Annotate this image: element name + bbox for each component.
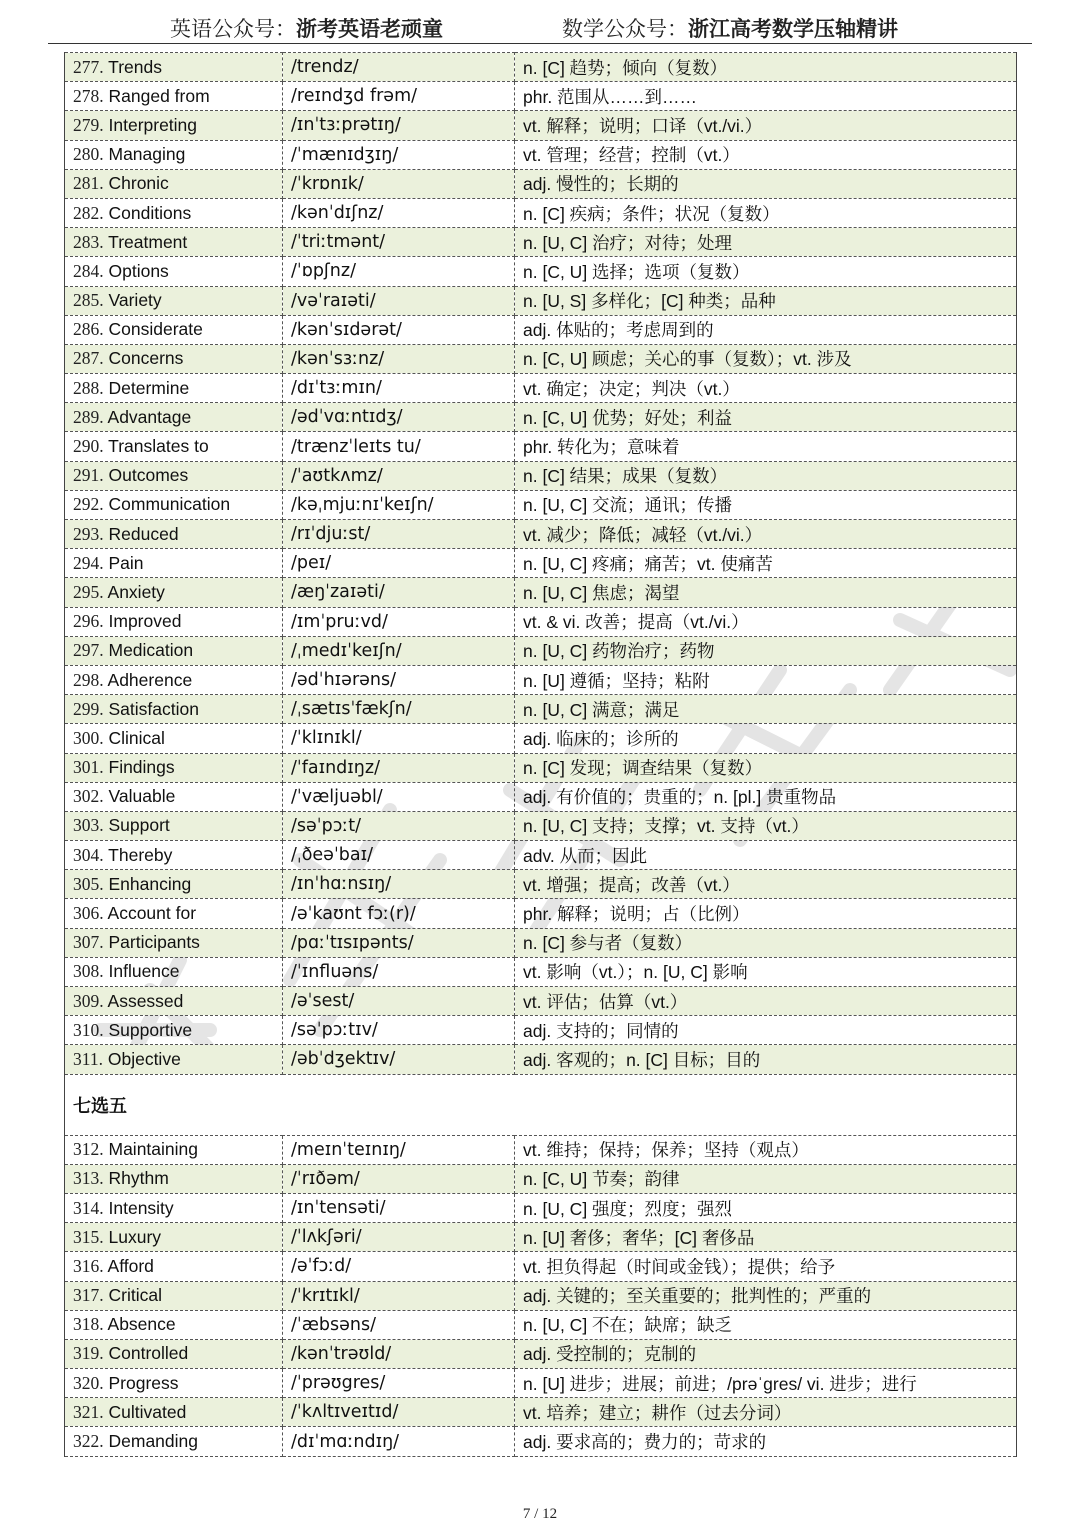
meaning-cell: n. [C, U] 顾虑；关心的事（复数）；vt. 涉及 [515,344,1017,373]
entry-number: 290. [73,436,104,457]
entry-word: Translates to [108,436,209,457]
word-cell [65,1369,283,1398]
word-cell [65,1339,283,1368]
entry-number: 293. [73,523,104,544]
meaning-cell: n. [U, C] 治疗；对待；处理 [515,228,1017,257]
meaning-cell: n. [C, U] 选择；选项（复数） [515,257,1017,286]
phonetic-cell: /trænzˈleɪts tu/ [283,432,515,461]
phonetic-cell: /ˈvæljuəbl/ [283,782,515,811]
word-cell [65,1164,283,1193]
meaning-cell: n. [C] 疾病；条件；状况（复数） [515,198,1017,227]
word-cell [65,1398,283,1427]
vocab-row [65,636,1017,665]
entry-number: 315. [73,1226,104,1247]
meaning-cell: n. [U, C] 焦虑；渴望 [515,578,1017,607]
vocab-row [65,1016,1017,1045]
word-cell [65,82,283,111]
phonetic-cell: /əˈsest/ [283,987,515,1016]
word-cell [65,957,283,986]
vocab-row [65,374,1017,403]
entry-word: Trends [108,56,162,77]
entry-word: Assessed [107,990,184,1011]
phonetic-cell: /ˈklɪnɪkl/ [283,724,515,753]
entry-number: 307. [73,932,104,953]
phonetic-cell: /ˈaʊtkʌmz/ [283,461,515,490]
entry-number: 281. [73,173,104,194]
meaning-cell: n. [U] 进步；进展；前进；/prəˈgres/ vi. 进步；进行 [515,1369,1017,1398]
word-cell [65,1310,283,1339]
vocab-row [65,549,1017,578]
word-cell [65,461,283,490]
entry-word: Concerns [108,348,184,369]
vocab-row [65,1281,1017,1310]
word-cell [65,520,283,549]
phonetic-cell: /kənˈtrəʊld/ [283,1339,515,1368]
phonetic-cell: /ɪmˈpruːvd/ [283,607,515,636]
vocab-row [65,1310,1017,1339]
vocab-row [65,899,1017,928]
word-cell [65,636,283,665]
meaning-cell: n. [U, C] 不在；缺席；缺乏 [515,1310,1017,1339]
meaning-cell: adj. 临床的；诊所的 [515,724,1017,753]
word-cell [65,782,283,811]
vocab-row [65,228,1017,257]
word-cell [65,549,283,578]
word-cell [65,1193,283,1222]
vocab-row [65,169,1017,198]
entry-word: Considerate [108,319,203,340]
vocabulary-rows-part-2 [65,1135,1017,1456]
word-cell [65,811,283,840]
phonetic-cell: /trendz/ [283,53,515,82]
phonetic-cell: /kənˈsɪdərət/ [283,315,515,344]
meaning-cell: vt. 管理；经营；控制（vt.） [515,140,1017,169]
vocab-row [65,520,1017,549]
phonetic-cell: /əbˈdʒektɪv/ [283,1045,515,1074]
vocab-row [65,607,1017,636]
phonetic-cell: /əˈfɔːd/ [283,1252,515,1281]
phonetic-cell: /əˈkaʊnt fɔː(r)/ [283,899,515,928]
meaning-cell: n. [C, U] 优势；好处；利益 [515,403,1017,432]
entry-number: 308. [73,961,104,982]
entry-word: Options [108,260,169,281]
entry-word: Luxury [108,1226,162,1247]
entry-word: Influence [108,961,180,982]
word-cell [65,1427,283,1456]
entry-word: Thereby [108,844,173,865]
entry-word: Demanding [108,1431,198,1452]
entry-number: 305. [73,873,104,894]
entry-word: Communication [108,494,231,515]
word-cell [65,578,283,607]
entry-number: 302. [73,786,104,807]
total-pages: 12 [542,1506,558,1522]
vocab-row [65,1045,1017,1074]
entry-number: 284. [73,260,104,281]
entry-number: 278. [73,85,104,106]
meaning-cell: n. [C] 趋势；倾向（复数） [515,53,1017,82]
entry-number: 294. [73,552,104,573]
word-cell [65,140,283,169]
meaning-cell: vt. 担负得起（时间或金钱）；提供；给予 [515,1252,1017,1281]
vocab-row [65,841,1017,870]
entry-number: 286. [73,319,104,340]
entry-number: 322. [73,1431,104,1452]
math-account-prefix: 数学公众号： [562,17,688,41]
word-cell [65,724,283,753]
phonetic-cell: /ˈrɪðəm/ [283,1164,515,1193]
entry-word: Determine [108,377,190,398]
word-cell [65,841,283,870]
meaning-cell: n. [C] 发现；调查结果（复数） [515,753,1017,782]
entry-word: Pain [108,552,144,573]
vocab-row [65,753,1017,782]
entry-word: Enhancing [108,873,192,894]
word-cell [65,1252,283,1281]
vocab-row [65,111,1017,140]
entry-word: Improved [108,611,182,632]
entry-number: 310. [73,1019,104,1040]
entry-number: 296. [73,611,104,632]
vocab-row [65,957,1017,986]
entry-word: Cultivated [108,1401,187,1422]
entry-number: 300. [73,727,104,748]
entry-number: 297. [73,640,104,661]
entry-word: Managing [108,144,186,165]
phonetic-cell: /ˈɪnfluəns/ [283,957,515,986]
entry-word: Afford [107,1255,154,1276]
entry-word: Controlled [108,1343,189,1364]
vocab-row [65,811,1017,840]
word-cell [65,928,283,957]
meaning-cell: n. [U, S] 多样化；[C] 种类；品种 [515,286,1017,315]
vocab-row [65,724,1017,753]
entry-number: 304. [73,844,104,865]
vocab-row [65,1164,1017,1193]
word-cell [65,490,283,519]
entry-number: 320. [73,1372,104,1393]
phonetic-cell: /səˈpɔːtɪv/ [283,1016,515,1045]
vocab-row [65,1252,1017,1281]
vocab-row [65,1223,1017,1252]
phonetic-cell: /rɪˈdjuːst/ [283,520,515,549]
vocabulary-table [64,52,1017,1457]
meaning-cell: vt. 影响（vt.）；n. [U, C] 影响 [515,957,1017,986]
phonetic-cell: /ədˈvɑːntɪdʒ/ [283,403,515,432]
entry-word: Interpreting [108,114,198,135]
word-cell [65,111,283,140]
entry-word: Objective [107,1048,181,1069]
meaning-cell: phr. 范围从……到…… [515,82,1017,111]
meaning-cell: vt. 减少；降低；减轻（vt./vi.） [515,520,1017,549]
meaning-cell: n. [U] 遵循；坚持；粘附 [515,665,1017,694]
meaning-cell: n. [U, C] 疼痛；痛苦；vt. 使痛苦 [515,549,1017,578]
entry-word: Critical [108,1285,162,1306]
entry-word: Support [108,815,170,836]
entry-word: Reduced [108,523,179,544]
entry-word: Conditions [108,202,192,223]
word-cell [65,899,283,928]
phonetic-cell: /ˈkʌltɪveɪtɪd/ [283,1398,515,1427]
phonetic-cell: /səˈpɔːt/ [283,811,515,840]
page-number: 7 [522,1506,531,1522]
entry-number: 311. [73,1048,103,1069]
entry-word: Chronic [108,173,169,194]
entry-word: Account for [107,903,197,924]
vocabulary-rows-part-1 [65,53,1017,1075]
word-cell [65,344,283,373]
vocab-row [65,461,1017,490]
phonetic-cell: /pɑːˈtɪsɪpənts/ [283,928,515,957]
entry-word: Rhythm [108,1168,169,1189]
section-title: 七选五 [65,1074,1017,1135]
meaning-cell: phr. 解释；说明；占（比例） [515,899,1017,928]
entry-word: Outcomes [108,465,189,486]
entry-number: 309. [73,990,104,1011]
meaning-cell: vt. & vi. 改善；提高（vt./vi.） [515,607,1017,636]
phonetic-cell: /kənˈdɪʃnz/ [283,198,515,227]
vocab-row [65,344,1017,373]
entry-word: Maintaining [108,1139,198,1160]
word-cell [65,228,283,257]
meaning-cell: vt. 解释；说明；口译（vt./vi.） [515,111,1017,140]
math-account-label [562,13,898,43]
entry-word: Absence [107,1314,176,1335]
word-cell [65,257,283,286]
entry-word: Ranged from [108,85,210,106]
vocab-row [65,53,1017,82]
vocab-row [65,578,1017,607]
meaning-cell: adj. 有价值的；贵重的；n. [pl.] 贵重物品 [515,782,1017,811]
word-cell [65,198,283,227]
header-divider [48,43,1032,44]
phonetic-cell: /ˈfaɪndɪŋz/ [283,753,515,782]
entry-number: 283. [73,231,104,252]
page-header [0,0,1080,44]
meaning-cell: vt. 增强；提高；改善（vt.） [515,870,1017,899]
entry-word: Anxiety [107,581,165,602]
entry-number: 321. [73,1401,104,1422]
phonetic-cell: /ˈkrɪtɪkl/ [283,1281,515,1310]
entry-word: Supportive [108,1019,193,1040]
vocab-row [65,1398,1017,1427]
meaning-cell: n. [C] 参与者（复数） [515,928,1017,957]
entry-number: 314. [73,1197,104,1218]
entry-number: 285. [73,290,104,311]
meaning-cell: adv. 从而；因此 [515,841,1017,870]
phonetic-cell: /ˈmænɪdʒɪŋ/ [283,140,515,169]
section-row-group [65,1074,1017,1135]
word-cell [65,1045,283,1074]
entry-number: 280. [73,144,104,165]
phonetic-cell: /reɪndʒd frəm/ [283,82,515,111]
entry-number: 279. [73,114,104,135]
entry-number: 313. [73,1168,104,1189]
english-account-prefix: 英语公众号： [170,17,296,41]
word-cell [65,607,283,636]
word-cell [65,432,283,461]
entry-number: 306. [73,903,104,924]
vocab-row [65,870,1017,899]
phonetic-cell: /ˈprəʊgres/ [283,1369,515,1398]
entry-number: 287. [73,348,104,369]
meaning-cell: n. [U] 奢侈；奢华；[C] 奢侈品 [515,1223,1017,1252]
entry-number: 277. [73,56,104,77]
vocab-row [65,490,1017,519]
word-cell [65,987,283,1016]
word-cell [65,753,283,782]
meaning-cell: adj. 体贴的；考虑周到的 [515,315,1017,344]
page-footer [0,1506,1080,1523]
vocab-row [65,257,1017,286]
phonetic-cell: /vəˈraɪəti/ [283,286,515,315]
phonetic-cell: /ˈæbsəns/ [283,1310,515,1339]
word-cell [65,53,283,82]
entry-word: Intensity [108,1197,174,1218]
meaning-cell: n. [C, U] 节奏；韵律 [515,1164,1017,1193]
entry-word: Satisfaction [108,698,199,719]
word-cell [65,169,283,198]
entry-number: 295. [73,581,104,602]
vocab-row [65,286,1017,315]
entry-number: 319. [73,1343,104,1364]
meaning-cell: n. [C] 结果；成果（复数） [515,461,1017,490]
phonetic-cell: /kəˌmjuːnɪˈkeɪʃn/ [283,490,515,519]
page-separator: / [534,1506,539,1522]
vocab-row [65,315,1017,344]
phonetic-cell: /ədˈhɪərəns/ [283,665,515,694]
word-cell [65,665,283,694]
entry-number: 316. [73,1255,104,1276]
vocab-row [65,82,1017,111]
word-cell [65,403,283,432]
entry-word: Adherence [107,669,193,690]
phonetic-cell: /ˌðeəˈbaɪ/ [283,841,515,870]
vocab-row [65,1193,1017,1222]
entry-word: Participants [108,932,200,953]
entry-word: Valuable [108,786,176,807]
phonetic-cell: /ˈlʌkʃəri/ [283,1223,515,1252]
meaning-cell: n. [U, C] 交流；通讯；传播 [515,490,1017,519]
phonetic-cell: /dɪˈmɑːndɪŋ/ [283,1427,515,1456]
phonetic-cell: /ˈtriːtmənt/ [283,228,515,257]
vocab-row [65,140,1017,169]
section-header-row [65,1074,1017,1135]
entry-number: 299. [73,698,104,719]
meaning-cell: vt. 评估；估算（vt.） [515,987,1017,1016]
vocab-row [65,198,1017,227]
word-cell [65,1281,283,1310]
word-cell [65,315,283,344]
meaning-cell: vt. 培养；建立；耕作（过去分词） [515,1398,1017,1427]
vocab-row [65,1339,1017,1368]
meaning-cell: n. [U, C] 支持；支撑；vt. 支持（vt.） [515,811,1017,840]
entry-word: Findings [108,757,175,778]
word-cell [65,286,283,315]
vocab-row [65,1369,1017,1398]
vocab-row [65,987,1017,1016]
phonetic-cell: /ˌsætɪsˈfækʃn/ [283,695,515,724]
entry-word: Variety [108,290,162,311]
phonetic-cell: /ɪnˈtensəti/ [283,1193,515,1222]
word-cell [65,870,283,899]
vocab-row [65,432,1017,461]
meaning-cell: n. [U, C] 满意；满足 [515,695,1017,724]
vocab-row [65,665,1017,694]
vocab-row [65,782,1017,811]
meaning-cell: vt. 确定；决定；判决（vt.） [515,374,1017,403]
vocab-row [65,1427,1017,1456]
phonetic-cell: /dɪˈtɜːmɪn/ [283,374,515,403]
entry-number: 312. [73,1139,104,1160]
phonetic-cell: /æŋˈzaɪəti/ [283,578,515,607]
word-cell [65,695,283,724]
phonetic-cell: /ɪnˈtɜːprətɪŋ/ [283,111,515,140]
entry-number: 282. [73,202,104,223]
meaning-cell: adj. 客观的；n. [C] 目标；目的 [515,1045,1017,1074]
entry-number: 289. [73,406,104,427]
entry-word: Advantage [107,406,192,427]
vocab-row [65,1135,1017,1164]
meaning-cell: vt. 维持；保持；保养；坚持（观点） [515,1135,1017,1164]
vocab-row [65,928,1017,957]
phonetic-cell: /peɪ/ [283,549,515,578]
math-account-name: 浙江高考数学压轴精讲 [688,16,898,41]
meaning-cell: adj. 支持的；同情的 [515,1016,1017,1045]
meaning-cell: n. [U, C] 药物治疗；药物 [515,636,1017,665]
word-cell [65,1223,283,1252]
phonetic-cell: /kənˈsɜːnz/ [283,344,515,373]
meaning-cell: adj. 关键的；至关重要的；批判性的；严重的 [515,1281,1017,1310]
english-account-label [170,13,443,43]
entry-word: Treatment [108,231,188,252]
english-account-name: 浙考英语老顽童 [296,16,443,41]
phonetic-cell: /ˌmedɪˈkeɪʃn/ [283,636,515,665]
meaning-cell: phr. 转化为；意味着 [515,432,1017,461]
entry-number: 317. [73,1285,104,1306]
vocab-row [65,403,1017,432]
phonetic-cell: /ˈɒpʃnz/ [283,257,515,286]
entry-number: 301. [73,757,104,778]
word-cell [65,1016,283,1045]
entry-number: 303. [73,815,104,836]
meaning-cell: adj. 慢性的；长期的 [515,169,1017,198]
phonetic-cell: /meɪnˈteɪnɪŋ/ [283,1135,515,1164]
entry-word: Clinical [108,727,165,748]
entry-word: Progress [108,1372,179,1393]
meaning-cell: n. [U, C] 强度；烈度；强烈 [515,1193,1017,1222]
phonetic-cell: /ɪnˈhɑːnsɪŋ/ [283,870,515,899]
entry-number: 291. [73,465,104,486]
entry-number: 318. [73,1314,104,1335]
entry-number: 288. [73,377,104,398]
entry-word: Medication [108,640,194,661]
meaning-cell: adj. 要求高的；费力的；苛求的 [515,1427,1017,1456]
word-cell [65,1135,283,1164]
word-cell [65,374,283,403]
phonetic-cell: /ˈkrɒnɪk/ [283,169,515,198]
entry-number: 292. [73,494,104,515]
meaning-cell: adj. 受控制的；克制的 [515,1339,1017,1368]
vocab-row [65,695,1017,724]
entry-number: 298. [73,669,104,690]
